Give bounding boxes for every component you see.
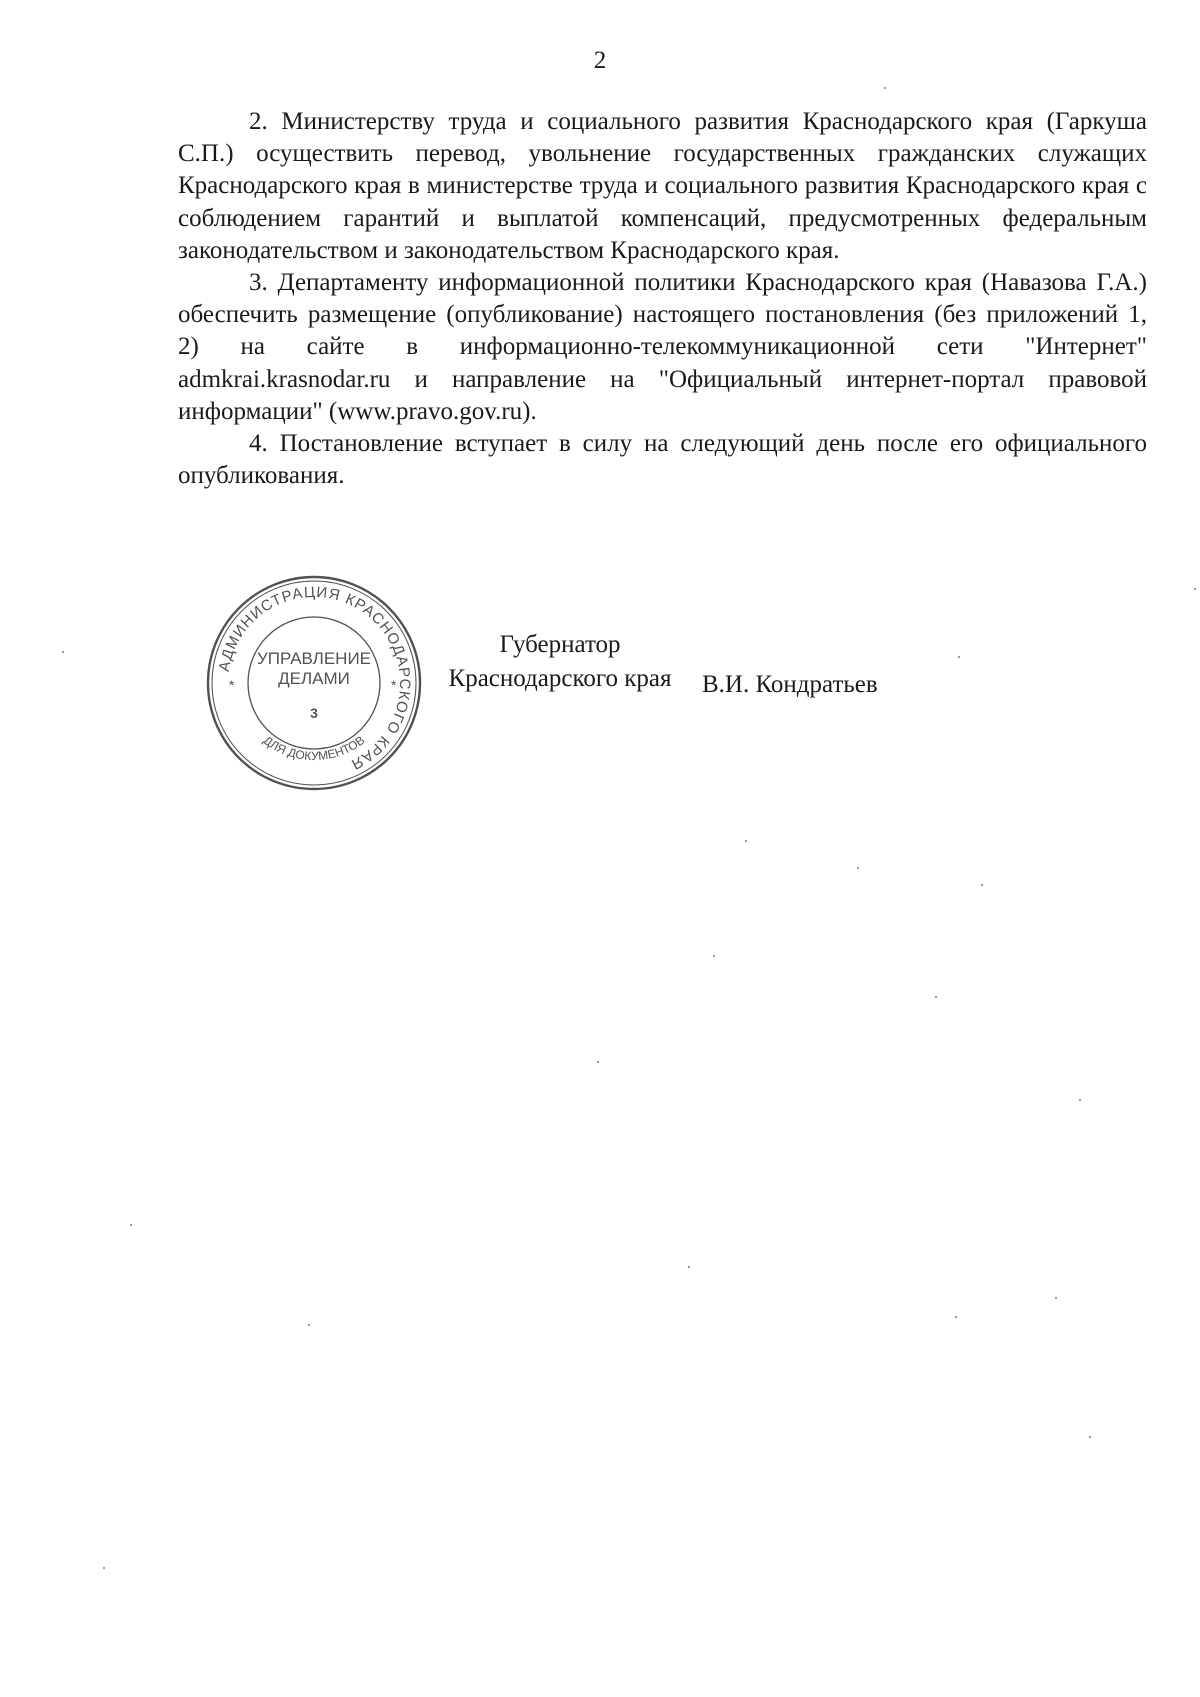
scan-speck bbox=[981, 884, 983, 886]
seal-svg bbox=[203, 572, 425, 794]
paragraph-2: 2. Министерству труда и социального развития Краснодарского края (Гаркуша С.П.) осуществить перевод, увольнение государственных гражданских служащих Краснодарского края в министерстве труда и социального развития Краснодарского края с соблюдением гарантий и выплатой компенсаций, предусмотренных федеральным законодательством и законодательством Краснодарского края. bbox=[178, 108, 1147, 264]
scan-speck bbox=[308, 1324, 310, 1326]
seal-inner-line2: ДЕЛАМИ bbox=[278, 669, 350, 688]
signatory-region: Краснодарского края bbox=[448, 665, 672, 692]
seal-bottom-text: ДЛЯ ДОКУМЕНТОВ bbox=[260, 733, 368, 764]
scan-speck bbox=[688, 1266, 690, 1268]
paragraph-4: 4. Постановление вступает в силу на следующий день после его официального опубликования. bbox=[178, 430, 1147, 490]
paragraph-3: 3. Департаменту информационной политики Краснодарского края (Навазова Г.А.) обеспечить размещение (опубликование) настоящего постановления (без приложений 1, 2) на сайте в информационно-телекоммуникационной сети "Интернет" admkrai.krasnodar.ru и направление на "Официальный интернет-портал правовой информации" (www.pravo.gov.ru). bbox=[178, 269, 1147, 425]
scan-speck bbox=[955, 1316, 957, 1318]
scan-speck bbox=[1089, 1436, 1091, 1438]
scan-speck bbox=[935, 996, 937, 998]
official-seal-stamp bbox=[203, 572, 425, 794]
page-number: 2 bbox=[593, 47, 607, 74]
scan-speck bbox=[1079, 1099, 1081, 1101]
seal-star-right: * bbox=[391, 677, 397, 693]
seal-outer-text: АДМИНИСТРАЦИЯ КРАСНОДАРСКОГО КРАЯ bbox=[215, 583, 414, 774]
signatory-position bbox=[415, 630, 705, 694]
scan-speck bbox=[1055, 1297, 1057, 1299]
scan-speck bbox=[745, 840, 747, 842]
signatory-title: Губернатор bbox=[499, 631, 621, 658]
document-body bbox=[178, 106, 1147, 492]
scan-speck bbox=[597, 1061, 599, 1063]
scan-speck bbox=[62, 651, 64, 653]
seal-star-left: * bbox=[229, 677, 235, 693]
scan-speck bbox=[1194, 588, 1196, 590]
scan-speck bbox=[713, 955, 715, 957]
signatory-name: В.И. Кондратьев bbox=[702, 671, 878, 698]
scan-speck bbox=[884, 87, 886, 89]
seal-number: 3 bbox=[310, 705, 318, 721]
scan-speck bbox=[857, 867, 859, 869]
scan-speck bbox=[958, 656, 960, 658]
scan-speck bbox=[103, 1567, 105, 1569]
seal-inner-line1: УПРАВЛЕНИЕ bbox=[256, 649, 372, 668]
scan-speck bbox=[130, 1224, 132, 1226]
